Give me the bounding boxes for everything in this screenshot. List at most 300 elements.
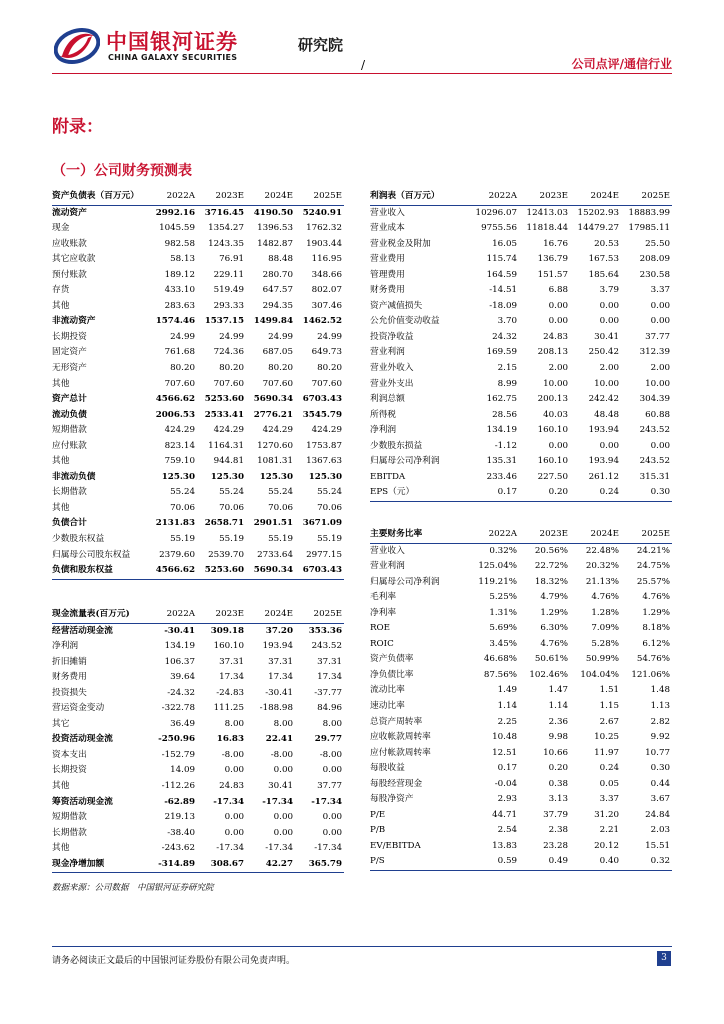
cell-value: 4.76%: [540, 638, 568, 649]
row-label: 固定资产: [52, 347, 87, 358]
cell-value: -314.89: [148, 857, 197, 873]
cell-value: 4.79%: [540, 592, 568, 603]
table-header-row: [52, 607, 344, 623]
cell-value: 0.20: [548, 763, 568, 774]
table-row: [52, 330, 344, 346]
table-row: [370, 575, 672, 591]
cell-value: 208.09: [639, 254, 670, 265]
row-label: 营业收入: [370, 545, 405, 556]
table-row: [52, 361, 344, 377]
cell-value: 70.06: [219, 502, 244, 513]
cell-value: -17.34: [262, 796, 293, 807]
cell-value: 111.25: [213, 703, 244, 714]
cell-value: 9755.56: [481, 223, 517, 234]
cell-value: 9.98: [548, 732, 568, 743]
table-row: [52, 732, 344, 748]
row-label: 营业外收入: [370, 363, 414, 374]
row-label: 折旧摊销: [52, 656, 87, 667]
row-label: 营业税金及附加: [370, 238, 431, 249]
cell-value: 193.94: [588, 456, 619, 467]
row-label: 经营活动现金流: [52, 625, 113, 636]
table-row: [370, 730, 672, 746]
cell-value: 1396.53: [257, 223, 293, 234]
cell-value: 761.68: [164, 347, 195, 358]
cell-value: 3.45%: [489, 638, 517, 649]
cell-value: 1.49: [497, 685, 517, 696]
cell-value: 0.24: [599, 763, 619, 774]
cell-value: 0.17: [468, 485, 519, 501]
cell-value: 5253.60: [204, 394, 244, 405]
cell-value: 219.13: [164, 812, 195, 823]
cell-value: 11.97: [594, 747, 619, 758]
cell-value: 23.28: [543, 840, 568, 851]
cell-value: 2131.83: [155, 518, 195, 529]
year-header: 2022A: [468, 189, 519, 205]
cell-value: 20.32%: [585, 561, 619, 572]
year-header: 2023E: [197, 189, 246, 205]
table-row: [52, 221, 344, 237]
cell-value: 70.06: [317, 502, 342, 513]
page-number: 3: [657, 951, 671, 966]
cell-value: 22.72%: [534, 561, 568, 572]
cell-value: 982.58: [164, 238, 195, 249]
table-title: 利润表（百万元）: [370, 189, 468, 205]
row-label: 现金净增加额: [52, 857, 148, 873]
cell-value: 229.11: [213, 269, 244, 280]
table-row: [370, 823, 672, 839]
cell-value: 0.00: [599, 440, 619, 451]
row-label: 营业费用: [370, 254, 405, 265]
cell-value: 25.50: [645, 238, 670, 249]
cell-value: 0.49: [519, 854, 570, 870]
cell-value: 0.44: [650, 778, 670, 789]
cell-value: 21.13%: [585, 576, 619, 587]
cell-value: 37.31: [219, 656, 244, 667]
cell-value: 0.00: [599, 316, 619, 327]
row-label: 净利润: [370, 425, 397, 436]
row-label: 资本支出: [52, 749, 87, 760]
row-label: 营业外支出: [370, 378, 414, 389]
cell-value: 707.60: [164, 378, 195, 389]
row-label: 营业成本: [370, 223, 405, 234]
cell-value: 2.67: [599, 716, 619, 727]
row-label: 其他: [52, 300, 70, 311]
table-row: [370, 746, 672, 762]
cell-value: 365.79: [295, 857, 344, 873]
cell-value: 0.00: [224, 827, 244, 838]
row-label: EV/EBITDA: [370, 840, 421, 851]
table-row: [52, 639, 344, 655]
row-label: 非流动负债: [52, 471, 96, 482]
cell-value: 2.25: [497, 716, 517, 727]
cell-value: 2776.21: [253, 409, 293, 420]
cell-value: 55.24: [268, 487, 293, 498]
cell-value: 0.00: [322, 812, 342, 823]
cell-value: 424.29: [262, 425, 293, 436]
table-row: [370, 777, 672, 793]
cell-value: 80.20: [219, 363, 244, 374]
cell-value: -17.34: [213, 796, 244, 807]
row-label: 所得税: [370, 409, 397, 420]
table-row: [52, 252, 344, 268]
cell-value: 24.75%: [636, 561, 670, 572]
cell-value: 2006.53: [155, 409, 195, 420]
cell-value: 250.42: [588, 347, 619, 358]
cell-value: 55.24: [219, 487, 244, 498]
cell-value: 12413.03: [526, 207, 568, 218]
table-row: [52, 283, 344, 299]
cell-value: 84.96: [317, 703, 342, 714]
table-header-row: [52, 189, 344, 205]
cell-value: 2658.71: [204, 518, 244, 529]
cell-value: 2.15: [497, 363, 517, 374]
cell-value: 1462.52: [302, 316, 342, 327]
cell-value: 160.10: [537, 456, 568, 467]
row-label: 营业利润: [370, 347, 405, 358]
table-row: [52, 826, 344, 842]
table-row: [370, 606, 672, 622]
year-header: 2025E: [621, 189, 672, 205]
cell-value: 283.63: [164, 300, 195, 311]
cell-value: 55.19: [317, 534, 342, 545]
table-row: [52, 501, 344, 517]
cell-value: 4190.50: [253, 207, 293, 218]
table-row: [52, 763, 344, 779]
cell-value: 8.99: [497, 378, 517, 389]
table-row: [52, 423, 344, 439]
table-row: [370, 283, 672, 299]
cell-value: 0.00: [650, 300, 670, 311]
cell-value: 1164.31: [208, 440, 244, 451]
row-label: 短期借款: [52, 425, 87, 436]
cell-value: 1762.32: [306, 223, 342, 234]
table-row: [52, 516, 344, 532]
cell-value: 0.00: [548, 316, 568, 327]
cell-value: 312.39: [639, 347, 670, 358]
cell-value: 20.12: [594, 840, 619, 851]
cell-value: 3.67: [650, 794, 670, 805]
cell-value: 55.19: [268, 534, 293, 545]
cell-value: 6.88: [548, 285, 568, 296]
cell-value: 70.06: [268, 502, 293, 513]
cash-flow-table: [52, 607, 344, 873]
institute-label: 研究院: [298, 36, 344, 54]
cell-value: -17.34: [265, 843, 293, 854]
table-row: [52, 345, 344, 361]
table-row: [370, 345, 672, 361]
cell-value: 348.66: [311, 269, 342, 280]
table-row: [370, 637, 672, 653]
cell-value: 58.13: [170, 254, 195, 265]
cell-value: 227.50: [537, 471, 568, 482]
cell-value: 0.20: [519, 485, 570, 501]
cell-value: -17.34: [216, 843, 244, 854]
row-label: 投资净收益: [370, 331, 414, 342]
brand-name-en: CHINA GALAXY SECURITIES: [108, 53, 238, 62]
table-row: [370, 299, 672, 315]
cell-value: 519.49: [213, 285, 244, 296]
table-row: [52, 439, 344, 455]
cell-value: 160.10: [213, 641, 244, 652]
row-label: P/S: [370, 854, 468, 870]
cell-value: 30.41: [594, 331, 619, 342]
table-row: [370, 377, 672, 393]
cell-value: 2.00: [599, 363, 619, 374]
cell-value: 28.56: [492, 409, 517, 420]
cell-value: 37.79: [543, 809, 568, 820]
row-label: 净利润: [52, 641, 79, 652]
year-header: 2022A: [148, 607, 197, 623]
cell-value: 134.19: [164, 641, 195, 652]
cell-value: 12.51: [492, 747, 517, 758]
cell-value: 0.30: [650, 763, 670, 774]
row-label: 应付帐款周转率: [370, 747, 431, 758]
cell-value: 2539.70: [208, 549, 244, 560]
row-label: 预付账款: [52, 269, 87, 280]
cell-value: 0.00: [273, 765, 293, 776]
table-title: 主要财务比率: [370, 527, 468, 543]
row-label: 利润总额: [370, 394, 405, 405]
cell-value: -37.77: [314, 687, 342, 698]
row-label: 管理费用: [370, 269, 405, 280]
table-row: [370, 699, 672, 715]
cell-value: 647.57: [262, 285, 293, 296]
cell-value: 5240.91: [302, 207, 342, 218]
cell-value: 308.67: [197, 857, 246, 873]
cell-value: 5.25%: [489, 592, 517, 603]
table-row: [370, 392, 672, 408]
cell-value: 200.13: [537, 394, 568, 405]
row-label: 财务费用: [370, 285, 405, 296]
cell-value: 1045.59: [159, 223, 195, 234]
row-label: 非流动资产: [52, 316, 96, 327]
cell-value: 6.12%: [642, 638, 670, 649]
cell-value: 1.29%: [642, 607, 670, 618]
source-note: 数据来源：公司数据 中国银河证券研究院: [52, 883, 214, 893]
cell-value: 125.30: [210, 471, 244, 482]
table-row: [52, 701, 344, 717]
row-label: 其他: [52, 456, 70, 467]
cell-value: 304.39: [639, 394, 670, 405]
row-label: 每股经营现金: [370, 778, 423, 789]
cell-value: 2.54: [497, 825, 517, 836]
cell-value: 1.51: [599, 685, 619, 696]
cell-value: 2.38: [548, 825, 568, 836]
cell-value: 2992.16: [155, 207, 195, 218]
table-row: [52, 670, 344, 686]
table-row: [370, 330, 672, 346]
cell-value: 233.46: [486, 471, 517, 482]
cell-value: 2.03: [650, 825, 670, 836]
cell-value: 55.19: [170, 534, 195, 545]
cell-value: 0.59: [468, 854, 519, 870]
section-title: （一）公司财务预测表: [52, 163, 192, 179]
table-title: 资产负债表（百万元）: [52, 189, 148, 205]
cell-value: 0.00: [273, 812, 293, 823]
cell-value: 16.83: [216, 734, 244, 745]
cell-value: 167.53: [588, 254, 619, 265]
cell-value: 208.13: [537, 347, 568, 358]
cell-value: 22.41: [265, 734, 293, 745]
cell-value: 1.48: [650, 685, 670, 696]
cell-value: 1.28%: [591, 607, 619, 618]
table-row: [370, 439, 672, 455]
cell-value: 37.20: [265, 625, 293, 636]
cell-value: 24.99: [317, 331, 342, 342]
cell-value: 0.05: [599, 778, 619, 789]
cell-value: -62.89: [164, 796, 195, 807]
cell-value: 3671.09: [302, 518, 342, 529]
cell-value: 55.24: [317, 487, 342, 498]
cell-value: -322.78: [161, 703, 195, 714]
cell-value: 7.09%: [591, 623, 619, 634]
cell-value: 0.30: [621, 485, 672, 501]
cell-value: 10.25: [594, 732, 619, 743]
cell-value: -152.79: [161, 749, 195, 760]
cell-value: 24.99: [268, 331, 293, 342]
cell-value: -243.62: [161, 843, 195, 854]
table-row: [370, 237, 672, 253]
cell-value: -250.96: [158, 734, 195, 745]
cell-value: 353.36: [308, 625, 342, 636]
cell-value: -30.41: [164, 625, 195, 636]
cell-value: 2977.15: [306, 549, 342, 560]
row-label: 长期投资: [52, 331, 87, 342]
cell-value: 294.35: [262, 300, 293, 311]
cell-value: 1537.15: [204, 316, 244, 327]
row-label: 归属母公司股东权益: [52, 549, 131, 560]
cell-value: 87.56%: [483, 669, 517, 680]
row-label: 短期借款: [52, 812, 87, 823]
table-row: [52, 686, 344, 702]
cell-value: 1903.44: [306, 238, 342, 249]
table-row: [52, 857, 344, 873]
cell-value: 3716.45: [204, 207, 244, 218]
cell-value: 687.05: [262, 347, 293, 358]
cell-value: 6703.43: [302, 394, 342, 405]
row-label: 资产总计: [52, 394, 87, 405]
row-label: 少数股东损益: [370, 440, 423, 451]
balance-sheet-table: [52, 189, 344, 580]
cell-value: 24.99: [219, 331, 244, 342]
cell-value: 17.34: [268, 672, 293, 683]
cell-value: 1367.63: [306, 456, 342, 467]
cell-value: 135.31: [486, 456, 517, 467]
year-header: 2023E: [519, 189, 570, 205]
cell-value: 243.52: [639, 425, 670, 436]
cell-value: 18.32%: [534, 576, 568, 587]
cell-value: 24.32: [492, 331, 517, 342]
cell-value: 54.76%: [636, 654, 670, 665]
cell-value: 0.00: [650, 316, 670, 327]
row-label: 存货: [52, 285, 70, 296]
cell-value: 50.61%: [534, 654, 568, 665]
cell-value: 40.03: [543, 409, 568, 420]
cell-value: 1081.31: [257, 456, 293, 467]
year-header: 2022A: [148, 189, 197, 205]
table-row: [52, 299, 344, 315]
row-label: 其他: [52, 781, 70, 792]
table-row: [52, 377, 344, 393]
cell-value: 0.00: [650, 440, 670, 451]
cell-value: 5.28%: [591, 638, 619, 649]
cell-value: 125.04%: [478, 561, 517, 572]
table-header-row: [370, 189, 672, 205]
cell-value: 0.38: [548, 778, 568, 789]
table-row: [370, 485, 672, 501]
cell-value: 134.19: [486, 425, 517, 436]
cell-value: 24.99: [170, 331, 195, 342]
cell-value: 944.81: [213, 456, 244, 467]
cell-value: 307.46: [311, 300, 342, 311]
cell-value: 1.14: [548, 701, 568, 712]
cell-value: 16.05: [492, 238, 517, 249]
table-row: [52, 532, 344, 548]
cell-value: 1.29%: [540, 607, 568, 618]
cell-value: 80.20: [317, 363, 342, 374]
cell-value: 29.77: [314, 734, 342, 745]
table-row: [370, 761, 672, 777]
cell-value: 424.29: [213, 425, 244, 436]
cell-value: 1270.60: [257, 440, 293, 451]
row-label: 投资活动现金流: [52, 734, 113, 745]
cell-value: 309.18: [210, 625, 244, 636]
table-row: [370, 543, 672, 559]
row-label: 筹资活动现金流: [52, 796, 113, 807]
table-row: [370, 683, 672, 699]
cell-value: 80.20: [268, 363, 293, 374]
row-label: 营业收入: [370, 207, 405, 218]
cell-value: -30.41: [265, 687, 293, 698]
cell-value: 116.95: [311, 254, 342, 265]
cell-value: -24.32: [167, 687, 195, 698]
cell-value: -18.09: [489, 300, 517, 311]
cell-value: 22.48%: [585, 545, 619, 556]
cell-value: 37.77: [317, 781, 342, 792]
table-row: [370, 314, 672, 330]
row-label: P/E: [370, 809, 386, 820]
cell-value: -0.04: [494, 778, 517, 789]
table-row: [370, 361, 672, 377]
cell-value: 37.77: [645, 331, 670, 342]
cell-value: 37.31: [317, 656, 342, 667]
cell-value: 60.88: [645, 409, 670, 420]
row-label: 归属母公司净利润: [370, 576, 440, 587]
cell-value: 2.00: [548, 363, 568, 374]
cell-value: 5253.60: [197, 563, 246, 579]
cell-value: 48.48: [594, 409, 619, 420]
cell-value: 121.06%: [631, 669, 670, 680]
cell-value: 280.70: [262, 269, 293, 280]
cell-value: 0.00: [224, 812, 244, 823]
cell-value: 24.83: [543, 331, 568, 342]
table-row: [52, 563, 344, 579]
appendix-title: 附录：: [52, 117, 103, 137]
cell-value: 10.00: [543, 378, 568, 389]
cell-value: 36.49: [170, 718, 195, 729]
cell-value: 242.42: [588, 394, 619, 405]
row-label: P/B: [370, 825, 386, 836]
cell-value: -1.12: [494, 440, 517, 451]
cell-value: 1499.84: [253, 316, 293, 327]
cell-value: 39.64: [170, 672, 195, 683]
row-label: 无形资产: [52, 363, 87, 374]
row-label: ROIC: [370, 638, 394, 649]
cell-value: 10.77: [645, 747, 670, 758]
cell-value: 0.24: [570, 485, 621, 501]
cell-value: 2901.51: [253, 518, 293, 529]
cell-value: 1.13: [650, 701, 670, 712]
